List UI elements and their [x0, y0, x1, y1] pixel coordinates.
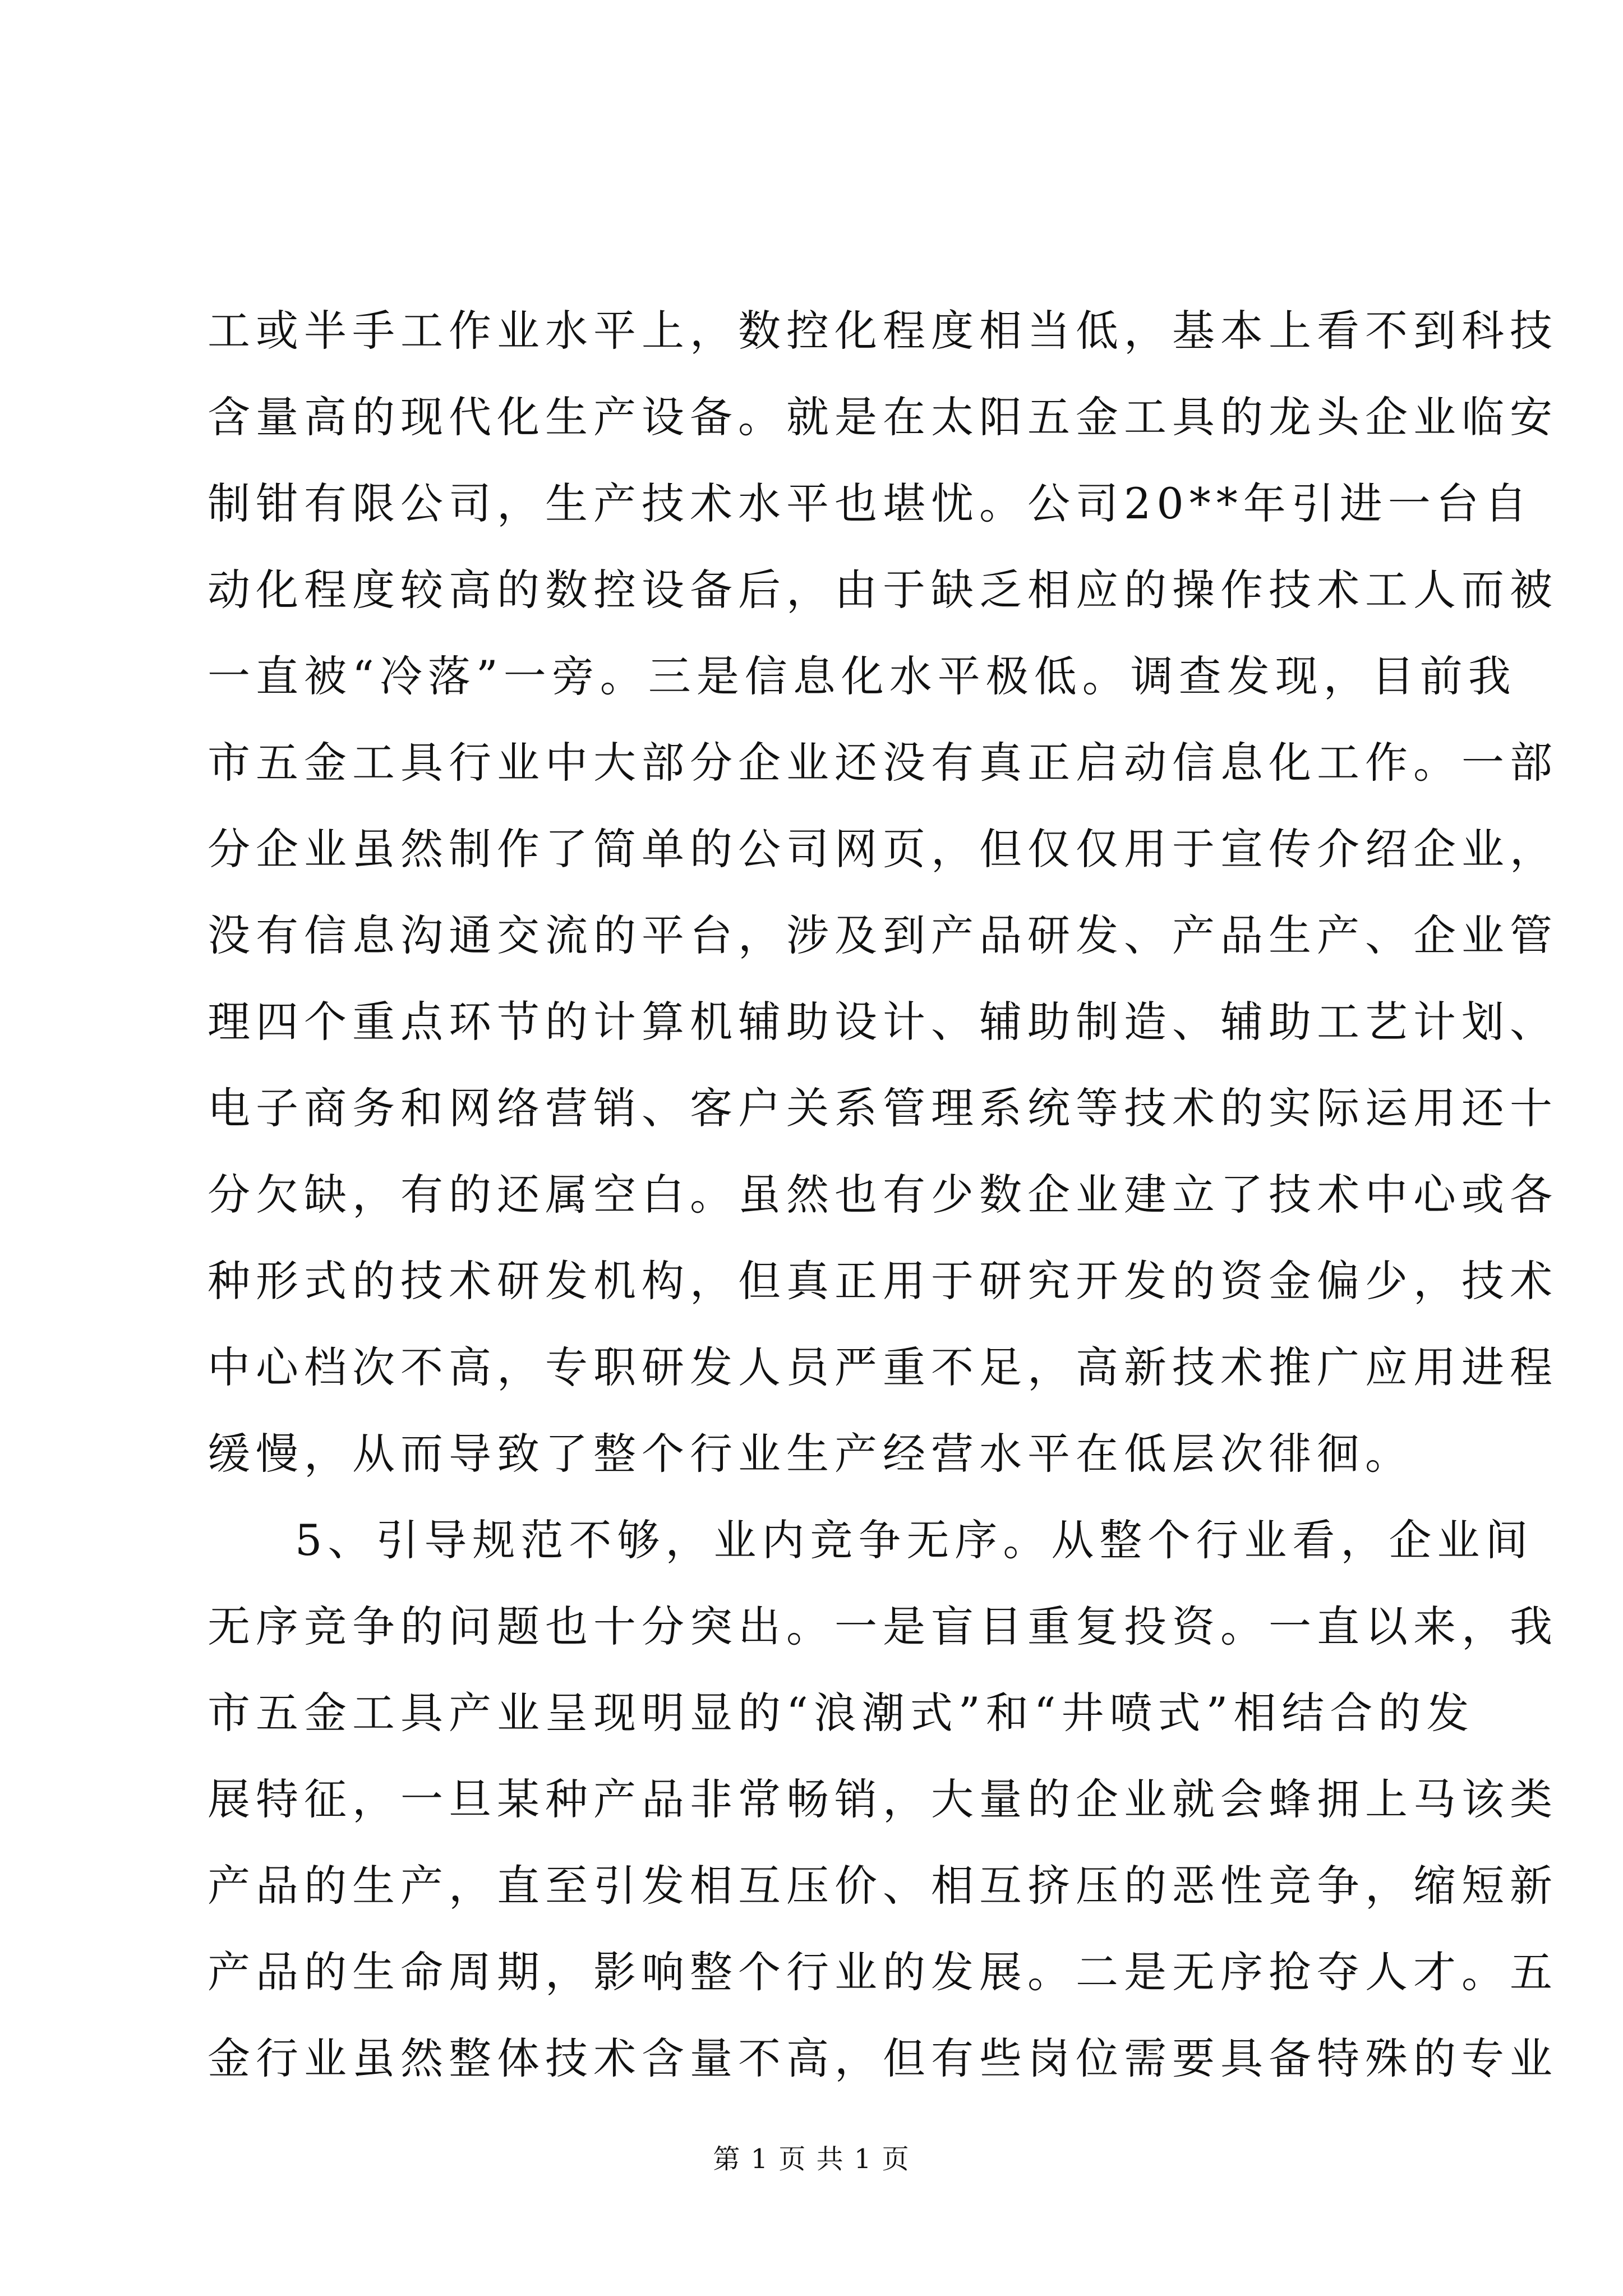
paragraph-first-line: 5、引导规范不够，业内竞争无序。从整个行业看，企业间 [295, 1515, 1534, 1565]
text-line: 没有信息沟通交流的平台，涉及到产品研发、产品生产、企业管 [208, 910, 1558, 960]
text-line: 电子商务和网络营销、客户关系管理系统等技术的实际运用还十 [208, 1083, 1558, 1133]
text-line: 分欠缺，有的还属空白。虽然也有少数企业建立了技术中心或各 [208, 1170, 1558, 1220]
text-line: 工或半手工作业水平上，数控化程度相当低，基本上看不到科技 [208, 306, 1558, 356]
text-line: 产品的生命周期，影响整个行业的发展。二是无序抢夺人才。五 [208, 1947, 1558, 1997]
text-line: 种形式的技术研发机构，但真正用于研究开发的资金偏少，技术 [208, 1256, 1558, 1306]
page-footer: 第 1 页 共 1 页 [713, 2143, 910, 2175]
text-line: 制钳有限公司，生产技术水平也堪忧。公司20**年引进一台自 [208, 478, 1533, 528]
text-line: 市五金工具行业中大部分企业还没有真正启动信息化工作。一部 [208, 738, 1558, 788]
text-line: 含量高的现代化生产设备。就是在太阳五金工具的龙头企业临安 [208, 392, 1558, 442]
text-line: 金行业虽然整体技术含量不高，但有些岗位需要具备特殊的专业 [208, 2033, 1558, 2083]
text-line: 理四个重点环节的计算机辅助设计、辅助制造、辅助工艺计划、 [208, 997, 1558, 1047]
text-line: 产品的生产，直至引发相互压价、相互挤压的恶性竞争，缩短新 [208, 1861, 1558, 1911]
text-line: 缓慢，从而导致了整个行业生产经营水平在低层次徘徊。 [208, 1429, 1413, 1479]
text-line: 市五金工具产业呈现明显的“浪潮式”和“井喷式”相结合的发 [208, 1688, 1475, 1738]
text-line: 动化程度较高的数控设备后，由于缺乏相应的操作技术工人而被 [208, 565, 1558, 615]
text-line: 分企业虽然制作了简单的公司网页，但仅仅用于宣传介绍企业， [208, 824, 1558, 874]
text-line: 中心档次不高，专职研发人员严重不足，高新技术推广应用进程 [208, 1342, 1558, 1392]
text-line: 无序竞争的问题也十分突出。一是盲目重复投资。一直以来，我 [208, 1602, 1558, 1651]
text-line: 展特征，一旦某种产品非常畅销，大量的企业就会蜂拥上马该类 [208, 1774, 1558, 1824]
text-line: 一直被“冷落”一旁。三是信息化水平极低。调查发现，目前我 [208, 651, 1516, 701]
